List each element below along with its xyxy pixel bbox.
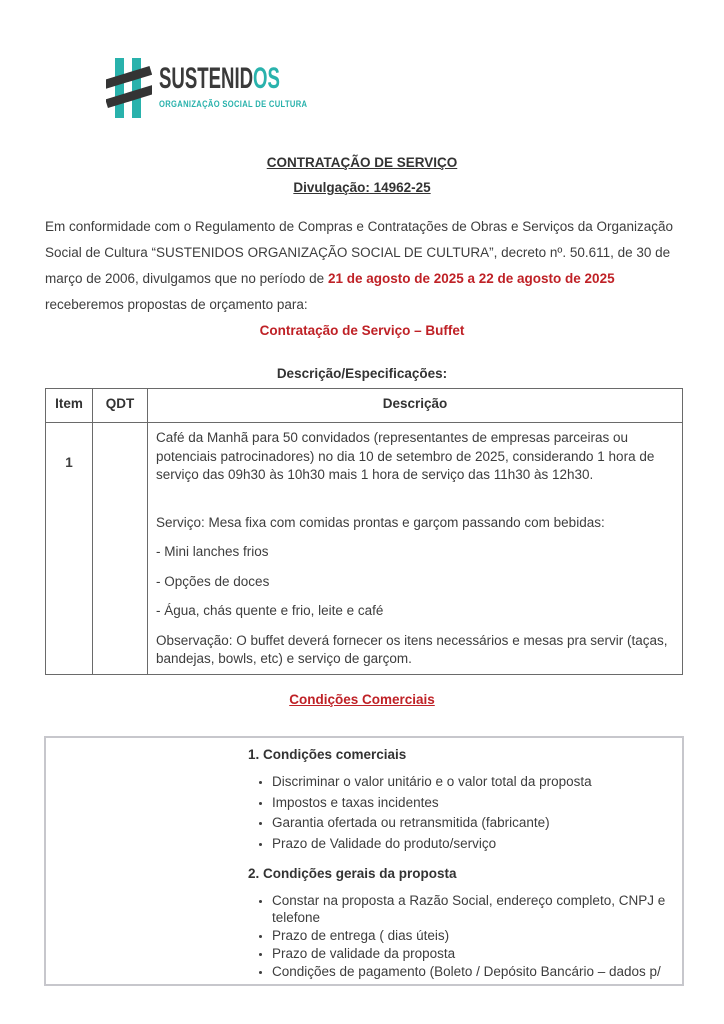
col-header-descricao: Descrição (148, 389, 683, 423)
sustenidos-logo (106, 56, 354, 120)
table-row (46, 423, 683, 675)
description-paragraph: - Opções de doces (156, 573, 270, 589)
condition-bullet: • Impostos e taxas incidentes (272, 794, 682, 812)
conditions-section-2-list (46, 892, 682, 981)
conditions-section-1-list (46, 773, 682, 853)
conditions-section-2-title: 2. Condições gerais da proposta (248, 865, 457, 881)
description-paragraph: Observação: O buffet deverá fornecer os itens necessários e mesas pra servir (taças, bandejas, bowls, etc) e serviço de garçom. (156, 632, 668, 666)
condition-bullet: • Prazo de Validade do produto/serviço (272, 835, 682, 853)
description-paragraph: Café da Manhã para 50 convidados (representantes de empresas parceiras ou potenciais patrocinadores) no dia 10 de setembro de 2025, considerando 1 hora de serviço das 09h30 às 10h30 mais 1 hora de serviço das 11h30 às 12h30. (156, 430, 655, 482)
spec-table (45, 388, 683, 675)
col-header-qdt: QDT (93, 389, 148, 423)
description-paragraph: - Água, chás quente e frio, leite e café (156, 603, 384, 618)
document-subtitle: Divulgação: 14962-25 (293, 180, 431, 195)
condition-bullet: • Discriminar o valor unitário e o valor total da proposta (272, 773, 682, 791)
brand-suffix: OS (253, 62, 280, 95)
proposal-date-range: 21 de agosto de 2025 a 22 de agosto de 2025 (327, 271, 615, 286)
conditions-box (44, 736, 684, 986)
col-header-item: Item (46, 389, 93, 423)
item-number-cell: 1 (46, 423, 93, 675)
condition-bullet: • Prazo de validade da proposta (272, 945, 682, 963)
intro-text-before: Em conformidade com o Regulamento de Compras e Contratações de Obras e Serviços da Organização Social de Cultura “SUSTENIDOS ORGANIZAÇÃO SOCIAL DE CULTURA”, decreto nº. 50.611, de 30 de março de 2006, divulgamos que no período de (45, 219, 674, 286)
condition-bullet: • Prazo de entrega ( dias úteis) (272, 927, 682, 945)
conditions-heading: Condições Comerciais (289, 692, 435, 707)
description-cell (148, 423, 683, 675)
spec-heading: Descrição/Especificações: (276, 366, 448, 381)
hash-icon (106, 56, 152, 120)
qdt-cell (93, 423, 148, 675)
brand-tagline: ORGANIZAÇÃO SOCIAL DE CULTURA (159, 99, 308, 110)
table-header-row (46, 389, 683, 423)
description-paragraph: - Mini lanches frios (156, 544, 269, 559)
logo-text (159, 56, 354, 110)
intro-paragraph (45, 214, 687, 318)
brand-name (159, 64, 280, 94)
condition-bullet: • Constar na proposta a Razão Social, endereço completo, CNPJ e telefone (272, 892, 682, 927)
brand-prefix: SUSTENID (159, 62, 254, 95)
condition-bullet: • Condições de pagamento (Boleto / Depósito Bancário – dados p/ (272, 963, 682, 981)
description-paragraph: Serviço: Mesa fixa com comidas prontas e garçom passando com bebidas: (156, 514, 605, 530)
document-title: CONTRATAÇÃO DE SERVIÇO (266, 155, 458, 170)
service-title: Contratação de Serviço – Buffet (259, 323, 465, 338)
intro-text-after: receberemos propostas de orçamento para: (45, 297, 308, 312)
conditions-section-1-title: 1. Condições comerciais (248, 747, 407, 762)
condition-bullet: • Garantia ofertada ou retransmitida (fabricante) (272, 814, 682, 832)
